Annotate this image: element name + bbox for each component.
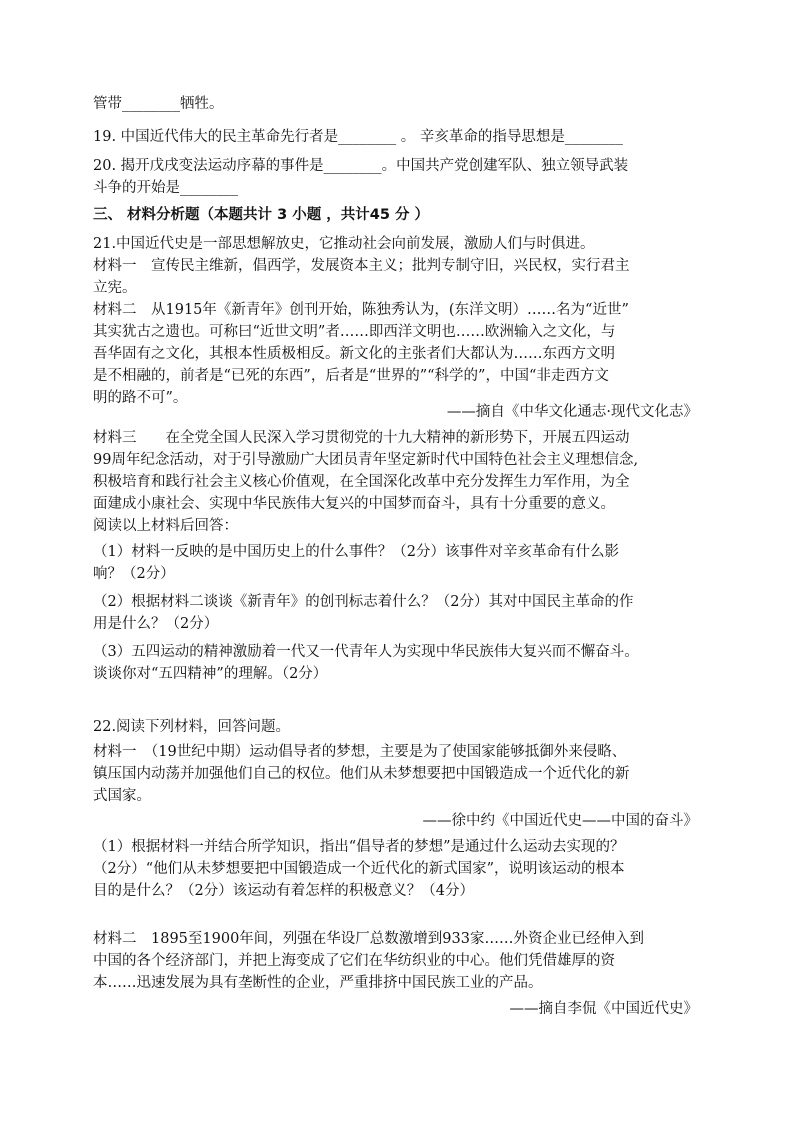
text-line: 斗争的开始是________ <box>93 180 238 196</box>
sub-question: （1）根据材料一并结合所学知识，指出“倡导者的梦想”是通过什么运动去实现的？ <box>93 839 625 855</box>
text-line: 其实犹古之遗也。可称曰“近世文明”者……即西洋文明也……欧洲输入之文化，与 <box>93 324 616 340</box>
text-line: 用是什么？（2分） <box>93 616 219 632</box>
text-line: 响？（2分） <box>93 566 175 582</box>
text-line: 式国家。 <box>93 788 151 804</box>
sub-question: （3）五四运动的精神激励着一代又一代青年人为实现中华民族伟大复兴而不懈奋斗。 <box>93 644 639 660</box>
text-line: （2分）“他们从未梦想要把中国锻造成一个近代化的新式国家”，说明该运动的根本 <box>93 861 625 877</box>
text-line: 镇压国内动荡并加强他们自己的权位。他们从未梦想要把中国锻造成一个近代化的新 <box>93 766 630 782</box>
text-line: 中国的各个经济部门，并把上海变成了它们在华纺织业的中心。他们凭借雄厚的资 <box>93 953 615 969</box>
text-line: 明的路不可”。 <box>93 390 188 406</box>
source-citation: ——摘自《中华文化通志·现代文化志》 <box>446 404 698 420</box>
text-line: 材料一 宣传民主维新，倡西学，发展资本主义；批判专制守旧，兴民权，实行君主 <box>93 258 630 274</box>
text-line: 谈谈你对“五四精神”的理解。（2分） <box>93 666 328 682</box>
text-line: 材料一 （19世纪中期）运动倡导者的梦想，主要是为了使国家能够抵御外来侵略、 <box>93 744 627 760</box>
text-line: 立宪。 <box>93 280 137 296</box>
text-line: 材料二 从1915年《新青年》创刊开始，陈独秀认为，(东洋文明）……名为“近世” <box>93 302 629 318</box>
section-heading: 三、 材料分析题（本题共计 3 小题 ，共计45 分 ） <box>93 207 430 223</box>
source-citation: ——徐中约《中国近代史——中国的奋斗》 <box>422 813 698 829</box>
text-line: 99周年纪念活动，对于引导激励广大团员青年坚定新时代中国特色社会主义理想信念, <box>93 452 639 468</box>
sub-question: （1）材料一反映的是中国历史上的什么事件？（2分）该事件对辛亥革命有什么影 <box>93 544 619 560</box>
source-citation: ——摘自李侃《中国近代史》 <box>509 1001 698 1017</box>
sub-question: （2）根据材料二谈谈《新青年》的创刊标志着什么？（2分）其对中国民主革命的作 <box>93 594 634 610</box>
text-line: 积极培育和践行社会主义核心价值观，在全国深化改革中充分发挥生力军作用，为全 <box>93 474 630 490</box>
text-line: 吾华固有之文化，其根本性质极相反。新文化的主张者们大都认为……东西方文明 <box>93 346 615 362</box>
text-line: 是不相融的，前者是“已死的东西”，后者是“世界的”“科学的”，中国“非走西方文 <box>93 368 609 384</box>
text-line: 阅读以上材料后回答： <box>93 518 238 534</box>
text-line: 材料三 在全党全国人民深入学习贯彻党的十九大精神的新形势下，开展五四运动 <box>93 430 630 446</box>
question-22: 22.阅读下列材料，回答问题。 <box>93 719 291 735</box>
question-20: 20. 揭开戊戌变法运动序幕的事件是________。中国共产党创建军队、独立领导武装 <box>93 158 629 174</box>
question-21: 21.中国近代史是一部思想解放史，它推动社会向前发展，激励人们与时俱进。 <box>93 236 595 252</box>
text-line: 面建成小康社会、实现中华民族伟大复兴的中国梦而奋斗，具有十分重要的意义。 <box>93 496 615 512</box>
text-line: 目的是什么？（2分）该运动有着怎样的积极意义？（4分） <box>93 883 474 899</box>
text-line: 材料二 1895至1900年间，列强在华设厂总数激增到933家……外资企业已经伸入到 <box>93 931 644 947</box>
text-line: 本……迅速发展为具有垄断性的企业，严重排挤中国民族工业的产品。 <box>93 975 543 991</box>
question-19: 19. 中国近代伟大的民主革命先行者是________ 。 辛亥革命的指导思想是________ <box>93 129 623 145</box>
text-line: 管带________牺牲。 <box>93 96 224 112</box>
